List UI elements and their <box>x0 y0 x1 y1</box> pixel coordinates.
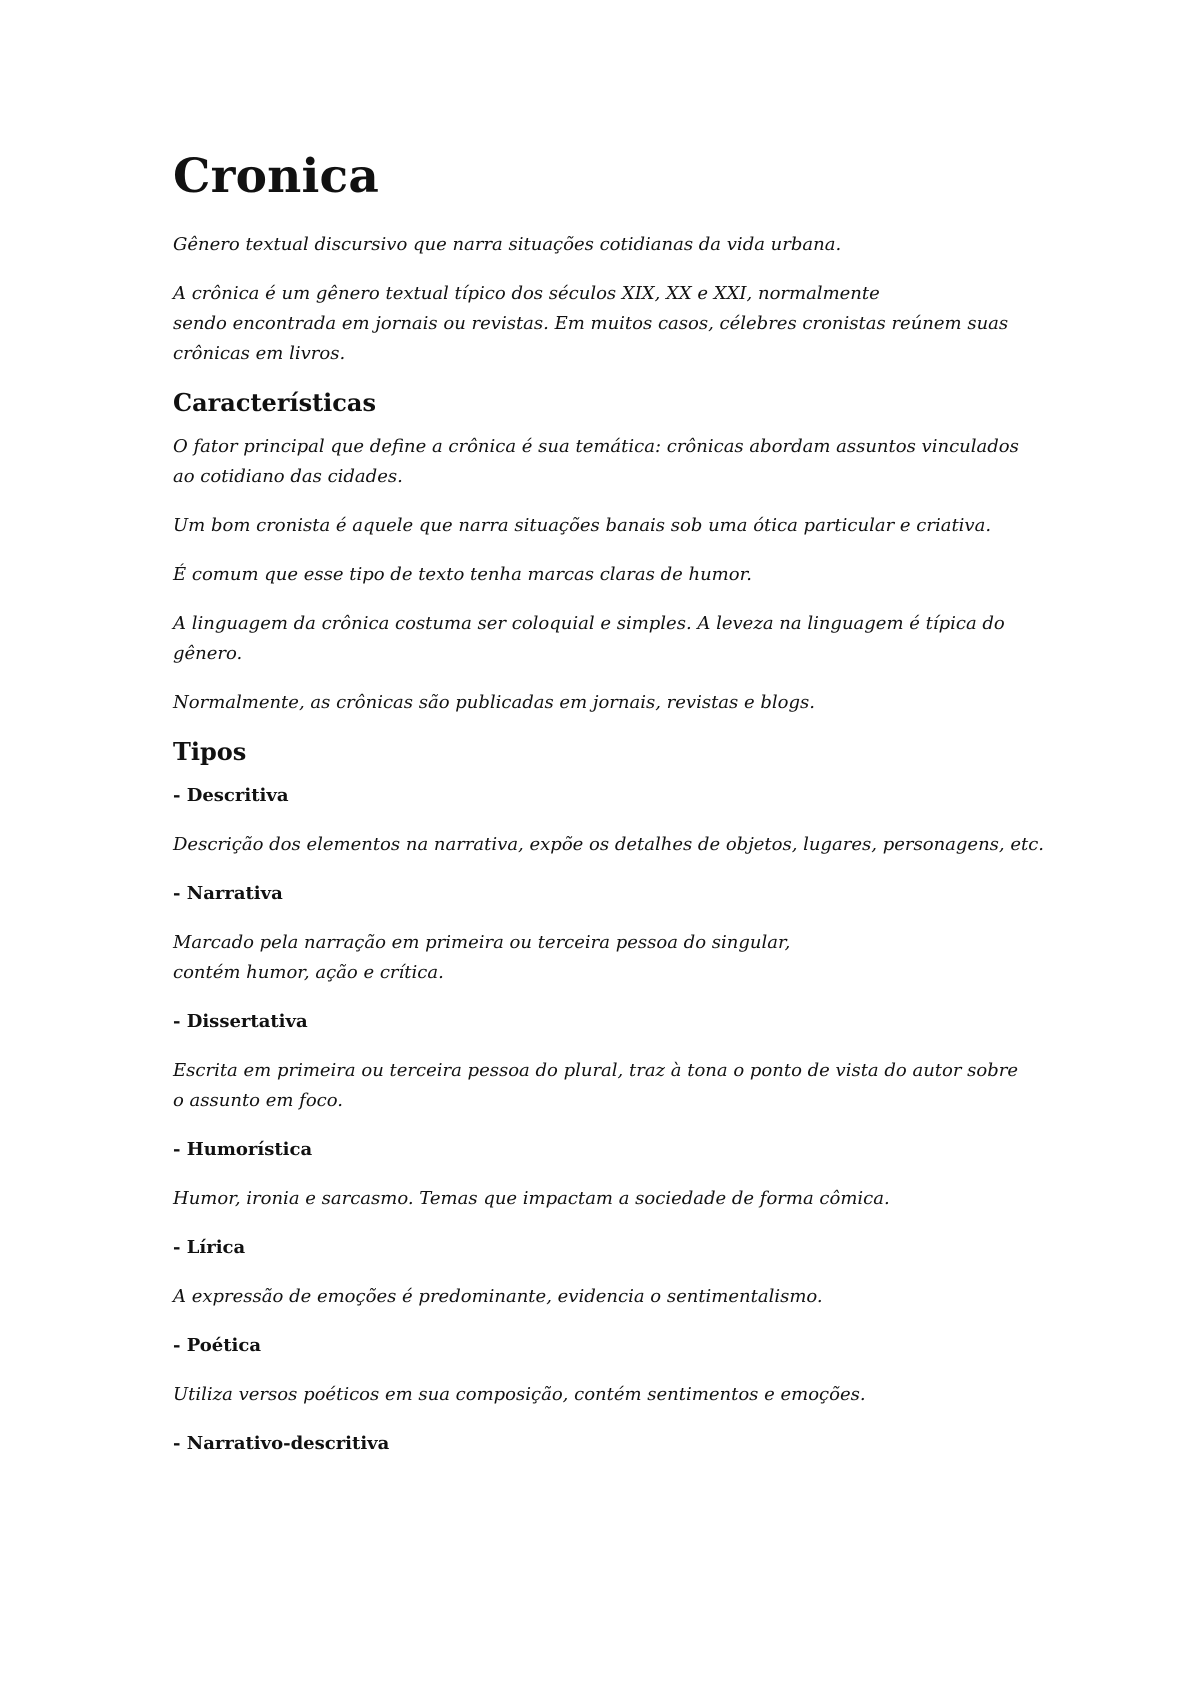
tipo-name: - Narrativa <box>173 882 283 904</box>
text-line: Normalmente, as crônicas são publicadas em jornais, revistas e blogs. <box>173 691 815 713</box>
document-title: Cronica <box>173 149 380 204</box>
tipo-name: - Humorística <box>173 1138 313 1160</box>
intro-paragraph <box>173 279 1053 369</box>
text-line: A crônica é um gênero textual típico dos séculos XIX, XX e XXI, normalmente <box>173 283 880 305</box>
text-line: contém humor, ação e crítica. <box>173 961 444 983</box>
heading-tipos: Tipos <box>173 736 247 766</box>
caracteristicas-paragraph <box>173 688 1053 718</box>
caracteristicas-paragraph <box>173 432 1053 492</box>
tipo-description <box>173 928 1053 988</box>
tipo-description <box>173 1056 1053 1116</box>
tipos-section <box>173 781 1053 1459</box>
tipo-name: - Poética <box>173 1334 262 1356</box>
caracteristicas-paragraph <box>173 609 1053 669</box>
text-line: gênero. <box>173 642 243 664</box>
tipo-name: - Narrativo-descritiva <box>173 1432 390 1454</box>
text-line: sendo encontrada em jornais ou revistas. Em muitos casos, célebres cronistas reúnem suas <box>173 313 1009 335</box>
text-line: Escrita em primeira ou terceira pessoa do plural, traz à tona o ponto de vista do autor sobre <box>173 1059 1019 1081</box>
text-line: A linguagem da crônica costuma ser coloquial e simples. A leveza na linguagem é típica do <box>173 612 1005 634</box>
text-line: o assunto em foco. <box>173 1089 344 1111</box>
tipo-description <box>173 1380 1053 1410</box>
tipo-description <box>173 1184 1053 1214</box>
text-line: Utiliza versos poéticos em sua composição, contém sentimentos e emoções. <box>173 1383 866 1405</box>
caracteristicas-section <box>173 432 1053 718</box>
heading-caracteristicas: Características <box>173 388 376 418</box>
caracteristicas-paragraph <box>173 560 1053 590</box>
text-line: Marcado pela narração em primeira ou terceira pessoa do singular, <box>173 931 791 953</box>
tipo-name: - Descritiva <box>173 784 289 806</box>
tipo-name: - Dissertativa <box>173 1010 308 1032</box>
caracteristicas-paragraph <box>173 511 1053 541</box>
tipo-name: - Lírica <box>173 1236 246 1258</box>
text-line: A expressão de emoções é predominante, evidencia o sentimentalismo. <box>173 1285 823 1307</box>
tipo-description <box>173 830 1053 860</box>
intro-section <box>173 230 1053 369</box>
intro-paragraph <box>173 230 1053 260</box>
text-line: O fator principal que define a crônica é sua temática: crônicas abordam assuntos vinculados <box>173 435 1019 457</box>
text-line: Descrição dos elementos na narrativa, expõe os detalhes de objetos, lugares, personagens, etc. <box>173 833 1045 855</box>
text-line: Um bom cronista é aquele que narra situações banais sob uma ótica particular e criativa. <box>173 514 992 536</box>
tipo-description <box>173 1282 1053 1312</box>
text-line: ao cotidiano das cidades. <box>173 465 403 487</box>
document-page <box>173 150 1053 1478</box>
text-line: Humor, ironia e sarcasmo. Temas que impactam a sociedade de forma cômica. <box>173 1187 890 1209</box>
text-line: Gênero textual discursivo que narra situações cotidianas da vida urbana. <box>173 234 842 256</box>
text-line: É comum que esse tipo de texto tenha marcas claras de humor. <box>173 563 752 585</box>
text-line: crônicas em livros. <box>173 343 346 365</box>
